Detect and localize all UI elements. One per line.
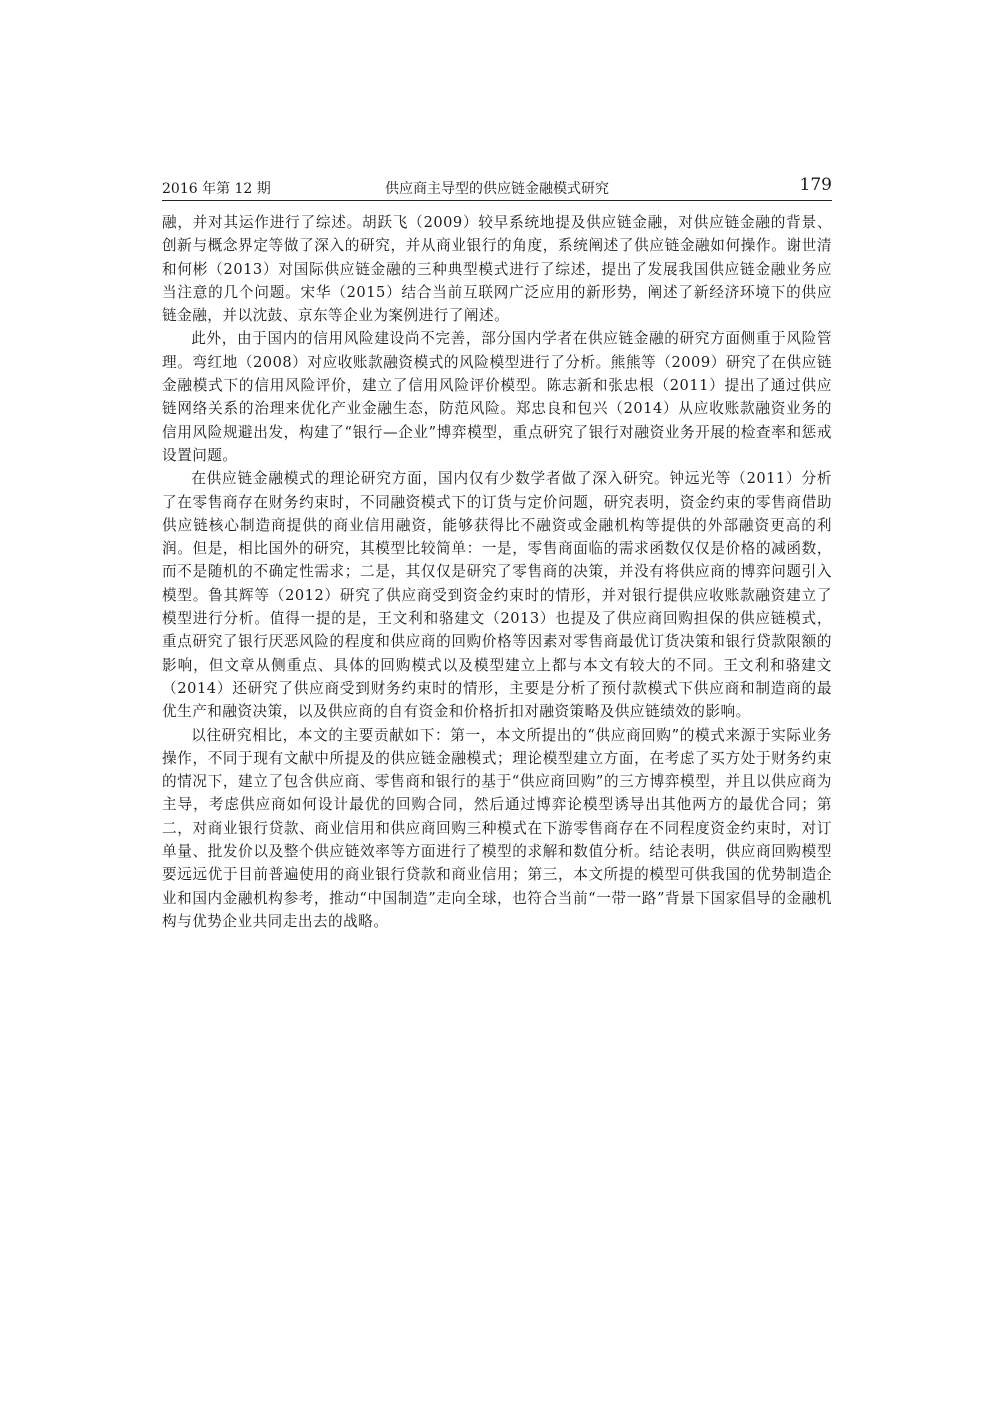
running-header	[162, 176, 832, 201]
article-body	[162, 211, 832, 933]
page-number: 179	[799, 175, 832, 195]
running-title: 供应商主导型的供应链金融模式研究	[385, 181, 609, 197]
paragraph-risk-research: 此外，由于国内的信用风险建设尚不完善，部分国内学者在供应链金融的研究方面侧重于风险管理。弯红地（2008）对应收账款融资模式的风险模型进行了分析。熊熊等（2009）研究了在供应链金融模式下的信用风险评价，建立了信用风险评价模型。陈志新和张忠根（2011）提出了通过供应链网络关系的治理来优化产业金融生态，防范风险。郑忠良和包兴（2014）从应收账款融资业务的信用风险规避出发，构建了“银行—企业”博弈模型，重点研究了银行对融资业务开展的检查率和惩戒设置问题。	[162, 330, 832, 464]
journal-issue: 2016 年第 12 期	[162, 181, 271, 197]
paragraph-theory-research: 在供应链金融模式的理论研究方面，国内仅有少数学者做了深入研究。钟远光等（2011）分析了在零售商存在财务约束时，不同融资模式下的订货与定价问题，研究表明，资金约束的零售商借助供应链核心制造商提供的商业信用融资，能够获得比不融资或金融机构等提供的外部融资更高的利润。但是，相比国外的研究，其模型比较简单：一是，零售商面临的需求函数仅仅是价格的减函数，而不是随机的不确定性需求；二是，其仅仅是研究了零售商的决策，并没有将供应商的博弈问题引入模型。鲁其辉等（2012）研究了供应商受到资金约束时的情形，并对银行提供应收账款融资建立了模型进行分析。值得一提的是，王文利和骆建文（2013）也提及了供应商回购担保的供应链模式，重点研究了银行厌恶风险的程度和供应商的回购价格等因素对零售商最优订货决策和银行贷款限额的影响，但文章从侧重点、具体的回购模式以及模型建立上都与本文有较大的不同。王文利和骆建文（2014）还研究了供应商受到财务约束时的情形，主要是分析了预付款模式下供应商和制造商的最优生产和融资决策，以及供应商的自有资金和价格折扣对融资策略及供应链绩效的影响。	[162, 470, 832, 721]
paragraph-contributions: 以往研究相比，本文的主要贡献如下：第一，本文所提出的“供应商回购”的模式来源于实际业务操作，不同于现有文献中所提及的供应链金融模式；理论模型建立方面，在考虑了买方处于财务约束的情况下，建立了包含供应商、零售商和银行的基于“供应商回购”的三方博弈模型，并且以供应商为主导，考虑供应商如何设计最优的回购合同，然后通过博弈论模型诱导出其他两方的最优合同；第二，对商业银行贷款、商业信用和供应商回购三种模式在下游零售商存在不同程度资金约束时，对订单量、批发价以及整个供应链效率等方面进行了模型的求解和数值分析。结论表明，供应商回购模型要远远优于目前普遍使用的商业银行贷款和商业信用；第三，本文所提的模型可供我国的优势制造企业和国内金融机构参考，推动“中国制造”走向全球，也符合当前“一带一路”背景下国家倡导的金融机构与优势企业共同走出去的战略。	[162, 726, 832, 930]
paragraph-continued: 融，并对其运作进行了综述。胡跃飞（2009）较早系统地提及供应链金融，对供应链金融的背景、创新与概念界定等做了深入的研究，并从商业银行的角度，系统阐述了供应链金融如何操作。谢世清和何彬（2013）对国际供应链金融的三种典型模式进行了综述，提出了发展我国供应链金融业务应当注意的几个问题。宋华（2015）结合当前互联网广泛应用的新形势，阐述了新经济环境下的供应链金融，并以沈鼓、京东等企业为案例进行了阐述。	[162, 214, 832, 325]
